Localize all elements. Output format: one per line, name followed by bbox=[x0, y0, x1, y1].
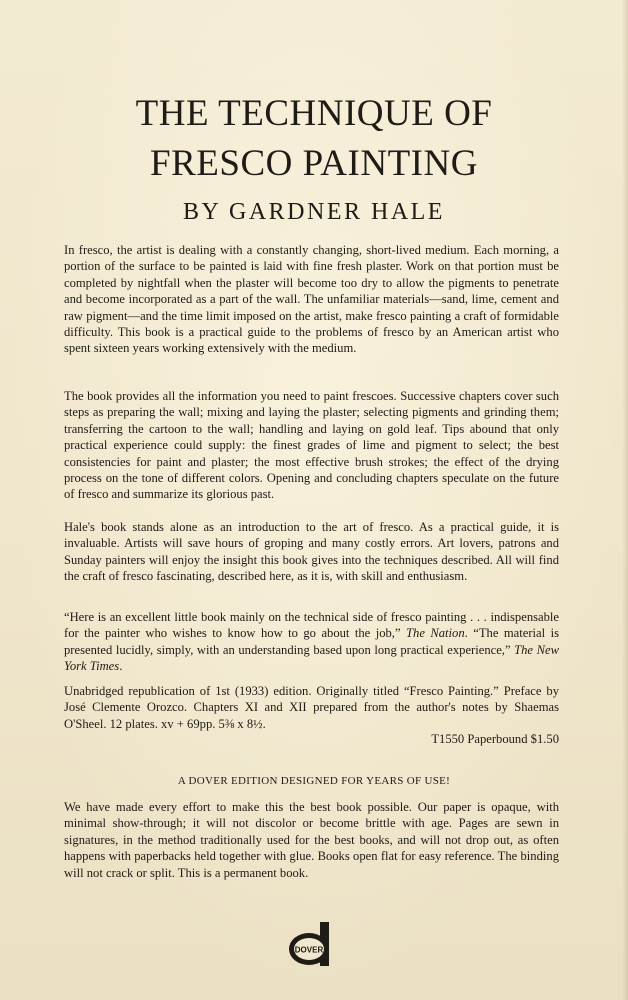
price-line: T1550 Paperbound $1.50 bbox=[431, 732, 559, 746]
title-line-1: THE TECHNIQUE OF bbox=[135, 93, 493, 134]
dover-logo-icon bbox=[287, 920, 341, 970]
description-paragraph-1: In fresco, the artist is dealing with a constantly changing, short-lived medium. Each morning, a portion of the surface to be painted is laid with fine fresh plaster. Work on that portion must be completed by nightfall when the plaster will become too dry to allow the pigments to penetrate and become incorporated as a part of the wall. The unfamiliar materials—sand, lime, cement and raw pigment—and the time limit imposed on the artist, make fresco painting a craft of formidable difficulty. This book is a practical guide to the problems of fresco by an American artist who spent sixteen years working extensively with the medium. bbox=[64, 243, 559, 356]
binding-quality-paragraph: We have made every effort to make this the best book possible. Our paper is opaque, with minimal show-through; it will not discolor or become brittle with age. Pages are sewn in signatures, in the method traditionally used for the best books, and will not drop out, as often happens with paperbacks held together with glue. Books open flat for easy reference. The binding will not crack or split. This is a permanent book. bbox=[64, 800, 559, 880]
quote-text-2: . “The material is presented lucidly, simply, with an understanding based upon long practical experience,” bbox=[64, 626, 560, 657]
review-quotes bbox=[64, 609, 559, 675]
quote-end: . bbox=[119, 659, 123, 674]
title-line-2: FRESCO PAINTING bbox=[150, 143, 478, 184]
description-paragraph-2: The book provides all the information you need to paint frescoes. Successive chapters cover such steps as preparing the wall; mixing and laying the plaster; selecting pigments and grinding them; transferring the cartoon to the wall; handling and laying on gold leaf. Tips abound that only practical experience could supply: the finest grades of lime and pigment to select; the best consistencies for paint and plaster; the most effective brush strokes; the effect of the drying process on the tone of different colors. Opening and concluding chapters speculate on the future of fresco and summarize its glorious past. bbox=[64, 389, 559, 502]
republication-note: Unabridged republication of 1st (1933) edition. Originally titled “Fresco Painting.” Preface by José Clemente Orozco. Chapters XI and XII prepared from the author's notes by Shaemas O'Sheel. 12 plates. xv + 69pp. 5⅜ x 8½. bbox=[64, 684, 559, 731]
logo-wordmark: DOVER bbox=[294, 945, 324, 955]
quote-text-1: “Here is an excellent little book mainly on the technical side of fresco painting . . . indispensable for the painter who wishes to know how to go about the job,” bbox=[64, 610, 559, 641]
dover-edition-heading: A DOVER EDITION DESIGNED FOR YEARS OF USE! bbox=[177, 775, 451, 787]
description-paragraph-3: Hale's book stands alone as an introduction to the art of fresco. As a practical guide, it is invaluable. Artists will save hours of groping and many costly errors. Art lovers, patrons and Sunday painters will enjoy the insight this book gives into the techniques described. All will find the craft of fresco fascinating, described here, as it is, with skill and enthusiasm. bbox=[64, 520, 559, 584]
author-byline: BY GARDNER HALE bbox=[183, 199, 445, 225]
quote-source-nation: The Nation bbox=[406, 626, 465, 641]
quote-source-nyt: The New York Times bbox=[64, 642, 559, 674]
